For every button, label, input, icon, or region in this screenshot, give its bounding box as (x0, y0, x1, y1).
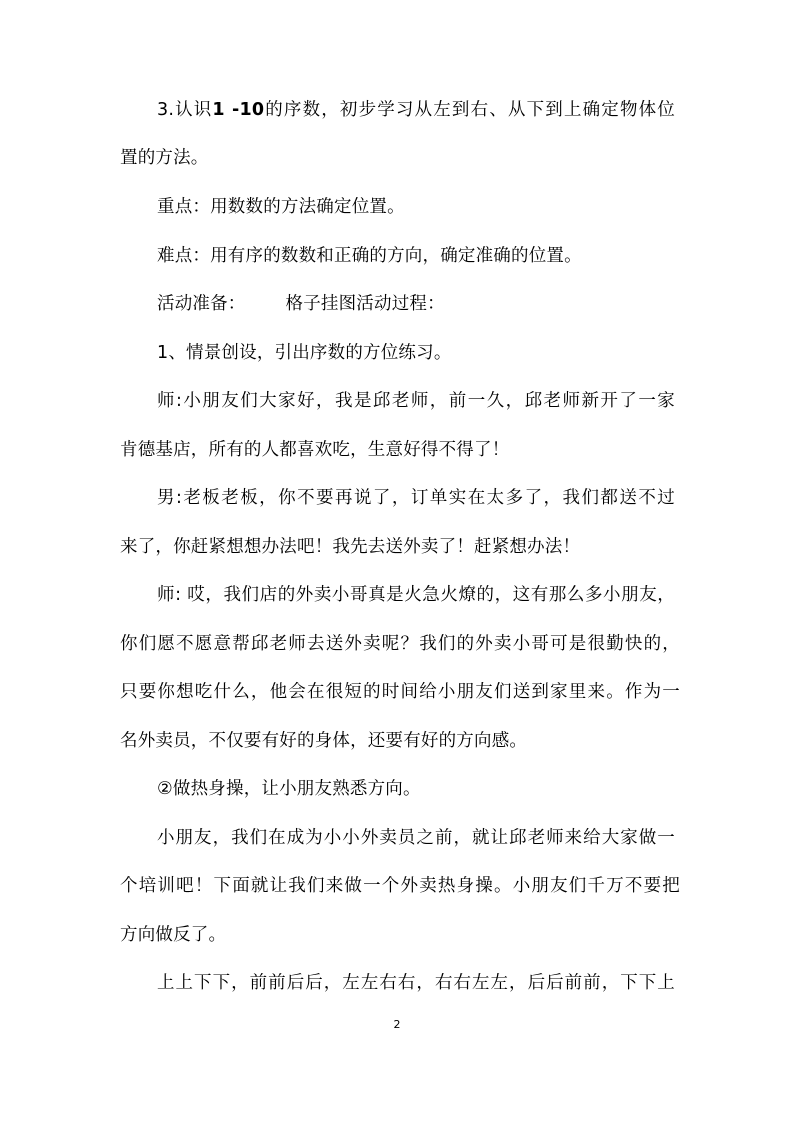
key-point-line: 重点：用数数的方法确定位置。 (157, 197, 405, 217)
paragraph-line-1 (157, 98, 675, 122)
line-text: 认识 (174, 100, 213, 120)
page-number: 2 (393, 1018, 401, 1031)
paragraph-line-7: 师:小朋友们大家好，我是邱老师，前一久，邱老师新开了一家 (157, 391, 675, 411)
line-text-suffix: 的序数，初步学习从左到右、从下到上确定物体位 (264, 100, 675, 120)
preparation-line (157, 292, 717, 316)
preparation-content: 格子挂图活动过程： (285, 294, 445, 314)
paragraph-line-19: 上上下下，前前后后，左左右右，右右左左，后后前前，下下上 (157, 973, 675, 993)
difficulty-line: 难点：用有序的数数和正确的方向，确定准确的位置。 (157, 246, 582, 266)
paragraph-line-16: 小朋友，我们在成为小小外卖员之前，就让邱老师来给大家做一 (157, 828, 675, 848)
list-number: 3. (157, 100, 175, 120)
paragraph-line-12: 你们愿不愿意帮邱老师去送外卖呢？我们的外卖小哥可是很勤快的， (120, 634, 680, 654)
section-heading-2: ②做热身操，让小朋友熟悉方向。 (157, 779, 421, 799)
preparation-label: 活动准备： (157, 294, 246, 314)
paragraph-line-10: 来了，你赶紧想想办法吧！我先去送外卖了！赶紧想办法！ (120, 537, 581, 557)
paragraph-line-11: 师: 哎，我们店的外卖小哥真是火急火燎的，这有那么多小朋友， (157, 585, 675, 605)
paragraph-line-14: 名外卖员，不仅要有好的身体，还要有好的方向感。 (120, 731, 528, 751)
paragraph-line-18: 方向做反了。 (120, 925, 227, 945)
paragraph-line-9: 男:老板老板，你不要再说了，订单实在太多了，我们都送不过 (157, 488, 675, 508)
paragraph-line-8: 肯德基店，所有的人都喜欢吃，生意好得不得了！ (120, 440, 510, 460)
number-range: 1 -10 (212, 100, 265, 120)
paragraph-line-17: 个培训吧！下面就让我们来做一个外卖热身操。小朋友们千万不要把 (120, 876, 680, 896)
paragraph-line-13: 只要你想吃什么，他会在很短的时间给小朋友们送到家里来。作为一 (120, 682, 680, 702)
paragraph-line-2: 置的方法。 (120, 148, 209, 168)
section-heading-1: 1、情景创设，引出序数的方位练习。 (157, 343, 452, 363)
